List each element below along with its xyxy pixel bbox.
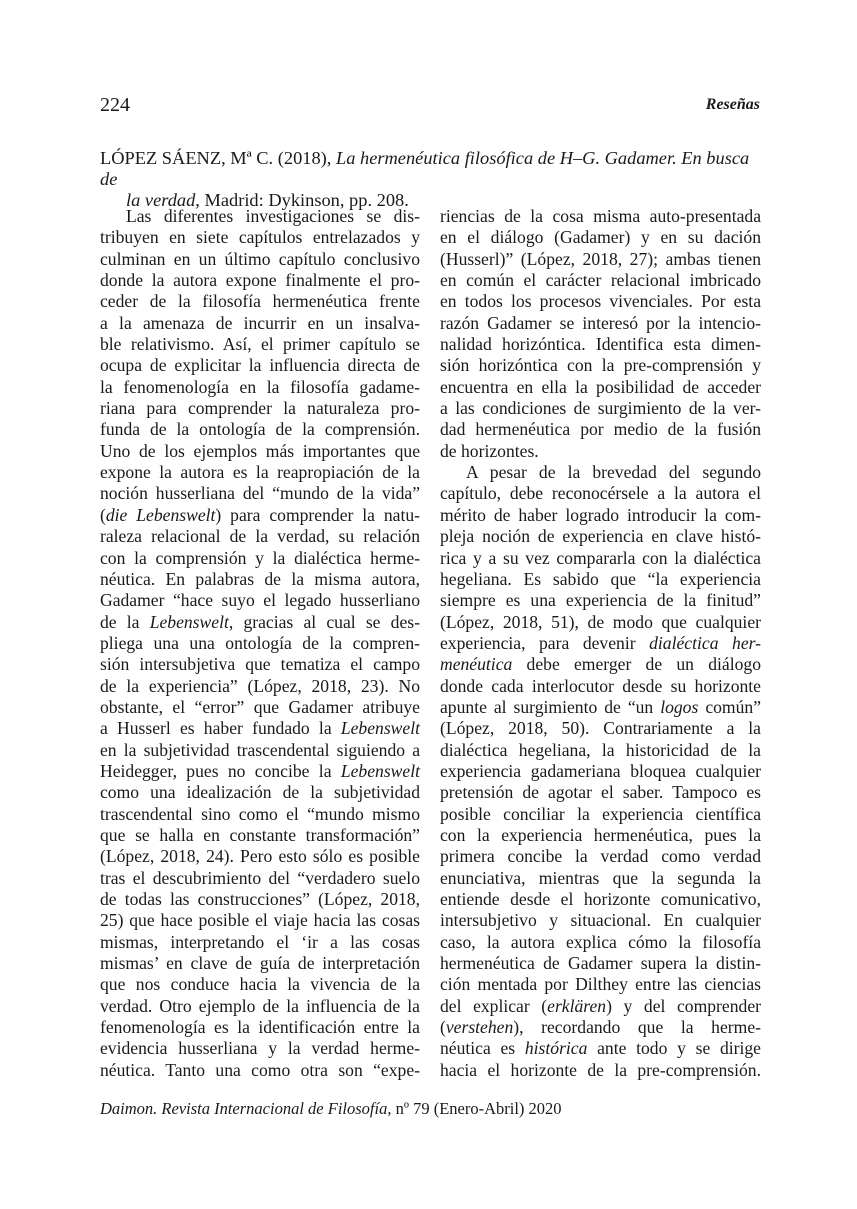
text-segment: ( — [100, 504, 106, 525]
text-line — [100, 1017, 420, 1038]
text-segment: evidencia husserliana y la verdad herme- — [100, 1038, 420, 1059]
text-segment: debe emerger de un diálogo — [512, 654, 761, 675]
text-segment: die Lebenswelt — [105, 504, 216, 525]
text-segment: ( — [440, 1017, 446, 1038]
text-line — [440, 206, 761, 227]
text-segment: (Husserl)” (López, 2018, 27); ambas tienen — [440, 248, 761, 269]
citation-publisher: , Madrid: Dykinson, pp. 208. — [195, 190, 409, 210]
text-segment: 25) que hace posible el viaje hacia las cosas — [100, 910, 420, 931]
text-segment: tras el descubrimiento del “verdadero suelo — [100, 867, 420, 888]
text-line — [440, 761, 761, 782]
text-segment: ceder de la filosofía hermenéutica frente — [100, 291, 420, 312]
text-segment: caso, la autora explica cómo la filosofía — [440, 931, 761, 952]
text-line — [100, 633, 420, 654]
text-line — [440, 932, 761, 953]
text-line — [100, 548, 420, 569]
text-segment: mismas, interpretando el ‘ir a las cosas — [100, 931, 420, 952]
text-segment: Lebenswelt — [340, 760, 420, 781]
text-line — [440, 1017, 761, 1038]
text-line — [100, 654, 420, 675]
text-segment: sión horizóntica con la pre-comprensión y — [440, 355, 761, 376]
text-segment: mismas’ en clave de guía de interpretación — [100, 953, 420, 974]
text-segment: que se halla en constante transformación” — [100, 824, 420, 845]
text-segment: donde cada interlocutor desde su horizonte — [440, 675, 761, 696]
text-segment: apunte al surgimiento de “un — [440, 696, 661, 717]
text-segment: riencias de la cosa misma auto-presentada — [440, 206, 761, 226]
text-line — [100, 569, 420, 590]
text-segment: erklären — [547, 995, 607, 1016]
text-line — [440, 889, 761, 910]
text-segment: ble relativismo. Así, el primer capítulo se — [100, 334, 420, 355]
text-segment: logos — [660, 696, 699, 717]
running-head: Reseñas — [705, 96, 760, 113]
text-line — [440, 313, 761, 334]
text-line — [440, 996, 761, 1017]
text-segment: capítulo, debe reconocérsele a la autora el — [440, 483, 761, 504]
text-segment: ) y del comprender — [606, 995, 761, 1016]
text-segment: Lebenswelt — [340, 718, 420, 739]
text-segment: posible conciliar la experiencia científica — [440, 803, 761, 824]
text-segment: común” — [698, 696, 762, 717]
text-line — [440, 377, 761, 398]
text-line — [440, 334, 761, 355]
text-segment: noción husserliana del “mundo de la vida” — [100, 483, 420, 504]
text-segment: mérito de haber logrado introducir la com- — [440, 504, 761, 525]
text-segment: dialéctica her- — [649, 632, 761, 653]
text-line — [440, 590, 761, 611]
text-segment: nalidad horizóntica. Identifica esta dimen- — [440, 334, 761, 355]
page-number: 224 — [100, 94, 130, 116]
text-segment: experiencia, para devenir — [440, 632, 650, 653]
text-line — [100, 334, 420, 355]
text-line — [440, 398, 761, 419]
text-line — [100, 761, 420, 782]
text-line — [100, 505, 420, 526]
text-segment: (López, 2018, 24). Pero esto sólo es posible — [100, 846, 420, 867]
text-segment: intersubjetivo y situacional. En cualquier — [440, 910, 761, 931]
text-segment: funda de la ontología de la comprensión. — [100, 419, 420, 440]
text-segment: expone la autora es la reapropiación de la — [100, 462, 420, 483]
text-segment: a las condiciones de surgimiento de la ver- — [440, 398, 761, 419]
text-segment: dad hermenéutica por medio de la fusión — [440, 419, 761, 440]
text-line — [440, 953, 761, 974]
text-line — [440, 462, 761, 483]
text-segment: pleja noción de experiencia en clave histó- — [440, 526, 761, 547]
text-segment: con la comprensión y la dialéctica herme- — [100, 547, 420, 568]
text-segment: histórica — [524, 1038, 588, 1059]
text-line — [440, 505, 761, 526]
text-segment: A pesar de la brevedad del segundo — [466, 462, 761, 483]
text-line — [440, 718, 761, 739]
text-segment: ción mentada por Dilthey entre las ciencias — [440, 974, 761, 995]
text-segment: de horizontes. — [440, 440, 539, 461]
text-segment: rica y a su vez compararla con la dialéctica — [440, 547, 761, 568]
citation-title: La hermenéutica filosófica de H–G. Gadamer. En busca de — [100, 148, 750, 189]
text-line — [100, 782, 420, 803]
text-line — [100, 1038, 420, 1059]
book-citation — [100, 148, 762, 211]
left-column — [100, 206, 420, 1081]
text-segment: hacia el horizonte de la pre-comprensión. — [440, 1059, 761, 1080]
text-segment: sión intersubjetiva que tematiza el campo — [100, 654, 420, 675]
text-segment: fenomenología es la identificación entre la — [100, 1017, 420, 1038]
journal-issue: , nº 79 (Enero-Abril) 2020 — [387, 1099, 562, 1118]
text-segment: (López, 2018, 51), de modo que cualquier — [440, 611, 761, 632]
text-segment: de todas las construcciones” (López, 2018, — [100, 889, 420, 909]
text-line — [440, 1060, 761, 1081]
text-segment: obstante, el “error” que Gadamer atribuye — [100, 696, 420, 717]
text-line — [440, 355, 761, 376]
text-line — [440, 868, 761, 889]
text-segment: raleza relacional de la verdad, su relación — [100, 526, 420, 547]
text-line — [440, 612, 761, 633]
text-segment: entiende desde el horizonte comunicativo, — [440, 889, 761, 909]
text-segment: como una idealización de la subjetividad — [100, 782, 420, 803]
text-segment: pliega una una ontología de la compren- — [100, 632, 420, 653]
text-line — [100, 483, 420, 504]
text-line — [440, 419, 761, 440]
text-segment: en la subjetividad trascendental siguiendo a — [100, 739, 420, 760]
text-line — [100, 270, 420, 291]
text-line — [100, 868, 420, 889]
text-segment: en común el carácter relacional imbricado — [440, 270, 761, 291]
text-line — [440, 633, 761, 654]
text-line — [440, 782, 761, 803]
text-line — [100, 313, 420, 334]
text-segment: riana para comprender la naturaleza pro- — [100, 398, 420, 419]
text-line — [100, 825, 420, 846]
text-line — [100, 932, 420, 953]
text-segment: a la amenaza de incurrir en un insalva- — [100, 312, 420, 333]
text-line — [100, 974, 420, 995]
text-segment: trascendental sino como el “mundo mismo — [100, 803, 420, 824]
text-segment: culminan en un último capítulo conclusivo — [100, 248, 420, 269]
text-segment: Lebenswelt — [149, 611, 229, 632]
text-segment: ante todo y se dirige — [587, 1038, 761, 1059]
text-line — [440, 804, 761, 825]
text-line — [440, 697, 761, 718]
text-line — [440, 249, 761, 270]
text-line — [440, 291, 761, 312]
text-segment: donde la autora expone finalmente el pro- — [100, 270, 420, 291]
text-line — [440, 483, 761, 504]
journal-name: Daimon. Revista Internacional de Filosofía — [100, 1099, 388, 1118]
text-line — [100, 953, 420, 974]
text-segment: a Husserl es haber fundado la — [100, 718, 341, 739]
text-line — [440, 526, 761, 547]
text-line — [100, 441, 420, 462]
text-segment: en todos los procesos vivenciales. Por esta — [440, 291, 761, 312]
text-segment: pretensión de agotar el saber. Tampoco es — [440, 782, 761, 803]
text-segment: menéutica — [440, 654, 513, 675]
text-line — [100, 846, 420, 867]
text-line — [100, 227, 420, 248]
text-line — [440, 676, 761, 697]
text-line — [100, 249, 420, 270]
text-segment: hegeliana. Es sabido que “la experiencia — [440, 568, 761, 589]
citation-title-cont: la verdad — [126, 190, 196, 210]
text-line — [440, 825, 761, 846]
text-line — [100, 910, 420, 931]
text-segment: de la — [100, 611, 150, 632]
text-segment: Heidegger, pues no concibe la — [100, 760, 341, 781]
text-line — [100, 740, 420, 761]
journal-footer — [100, 1099, 562, 1119]
text-line — [440, 1038, 761, 1059]
text-line — [100, 526, 420, 547]
text-segment: primera concibe la verdad como verdad — [440, 846, 761, 867]
text-line — [100, 804, 420, 825]
text-segment: siempre es una experiencia de la finitud” — [440, 590, 761, 611]
text-segment: ) para comprender la natu- — [215, 504, 420, 525]
text-line — [440, 654, 761, 675]
text-segment: que nos conduce hacia la vivencia de la — [100, 974, 420, 995]
text-line — [440, 910, 761, 931]
text-segment: néutica. Tanto una como otra son “expe- — [100, 1059, 420, 1080]
text-segment: verdad. Otro ejemplo de la influencia de la — [100, 995, 420, 1016]
text-line — [100, 697, 420, 718]
text-segment: ocupa de explicitar la influencia directa de — [100, 355, 420, 376]
text-segment: verstehen — [445, 1017, 514, 1038]
text-line — [440, 548, 761, 569]
text-segment: néutica es — [440, 1038, 525, 1059]
text-line — [100, 291, 420, 312]
text-line — [100, 996, 420, 1017]
text-line — [100, 377, 420, 398]
citation-author-year: LÓPEZ SÁENZ, Mª C. (2018), — [100, 148, 336, 168]
text-line — [440, 441, 761, 462]
text-line — [100, 676, 420, 697]
text-segment: Gadamer “hace suyo el legado husserliano — [100, 590, 420, 611]
text-segment: néutica. En palabras de la misma autora, — [100, 568, 420, 589]
text-line — [100, 718, 420, 739]
text-line — [100, 355, 420, 376]
text-segment: (López, 2018, 50). Contrariamente a la — [440, 718, 761, 739]
text-segment: con la experiencia hermenéutica, pues la — [440, 824, 761, 845]
text-line — [440, 974, 761, 995]
text-segment: la fenomenología en la filosofía gadame- — [100, 376, 420, 397]
text-line — [100, 398, 420, 419]
text-line — [100, 590, 420, 611]
text-line — [440, 270, 761, 291]
text-line — [100, 462, 420, 483]
right-column — [440, 206, 761, 1081]
text-segment: de la experiencia” (López, 2018, 23). No — [100, 675, 420, 696]
text-segment: Las diferentes investigaciones se dis- — [126, 206, 420, 226]
text-line — [100, 1060, 420, 1081]
text-line — [440, 740, 761, 761]
text-line — [440, 227, 761, 248]
text-segment: dialéctica hegeliana, la historicidad de la — [440, 739, 761, 760]
text-line — [100, 419, 420, 440]
text-segment: , gracias al cual se des- — [228, 611, 420, 632]
text-segment: Uno de los ejemplos más importantes que — [100, 440, 420, 461]
text-line — [100, 612, 420, 633]
text-segment: encuentra en ella la posibilidad de acceder — [440, 376, 761, 397]
text-line — [100, 206, 420, 227]
text-segment: del explicar ( — [440, 995, 548, 1016]
text-segment: tribuyen en siete capítulos entrelazados y — [100, 227, 420, 248]
text-line — [440, 569, 761, 590]
text-segment: hermenéutica de Gadamer supera la distin- — [440, 953, 761, 974]
text-segment: ), recordando que la herme- — [513, 1017, 761, 1038]
text-line — [100, 889, 420, 910]
text-line — [440, 846, 761, 867]
text-segment: en el diálogo (Gadamer) y en su dación — [440, 227, 761, 248]
text-segment: enunciativa, mientras que la segunda la — [440, 867, 761, 888]
text-segment: razón Gadamer se interesó por la intencio- — [440, 312, 761, 333]
text-segment: experiencia gadameriana bloquea cualquier — [440, 760, 761, 781]
